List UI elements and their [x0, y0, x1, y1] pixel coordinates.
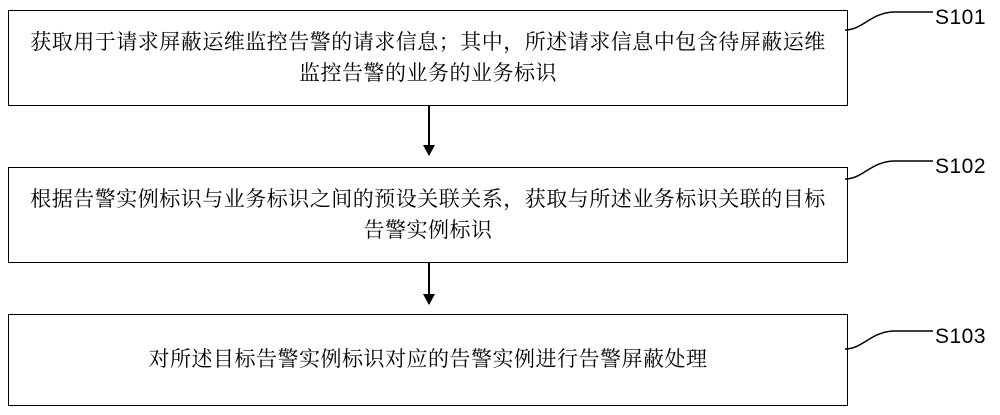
flow-step-s102	[8, 167, 848, 263]
connector-s101-to-s102	[428, 106, 430, 155]
connector-s102-to-s103	[428, 263, 430, 304]
step-label-s102: S102	[935, 155, 987, 178]
arrow-head-icon	[423, 294, 435, 305]
flow-step-s101-text: 获取用于请求屏蔽运维监控告警的请求信息；其中，所述请求信息中包含待屏蔽运维监控告警的业务的业务标识	[30, 30, 826, 85]
flow-step-s103	[8, 314, 848, 406]
leader-line-s102	[845, 157, 933, 187]
leader-line-s101	[845, 8, 933, 38]
arrow-head-icon	[423, 145, 435, 156]
step-label-s101: S101	[935, 6, 987, 29]
leader-line-s103	[845, 327, 933, 357]
flow-step-s103-text: 对所述目标告警实例标识对应的告警实例进行告警屏蔽处理	[148, 348, 708, 372]
flow-step-s101	[8, 10, 848, 106]
flow-step-s102-text: 根据告警实例标识与业务标识之间的预设关联关系，获取与所述业务标识关联的目标告警实例标识	[30, 187, 826, 242]
step-label-s103: S103	[935, 325, 987, 348]
